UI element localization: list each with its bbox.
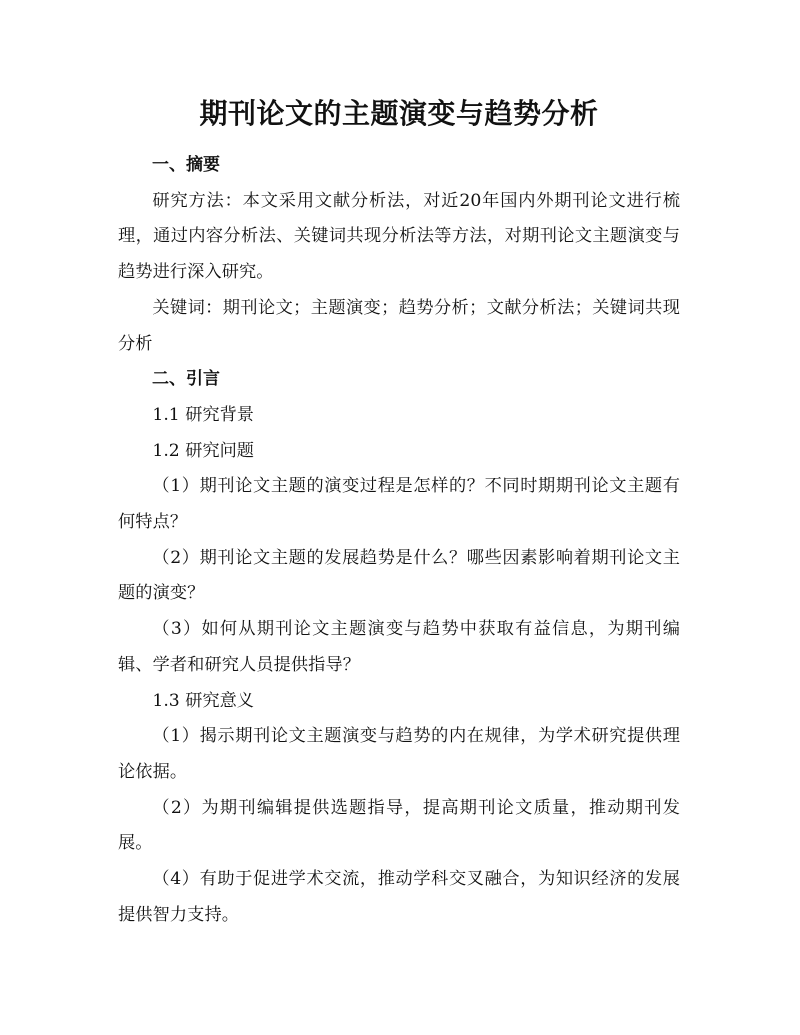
paragraph-keywords: 关键词：期刊论文；主题演变；趋势分析；文献分析法；关键词共现分析 xyxy=(118,297,680,354)
significance-item-1: （1）揭示期刊论文主题演变与趋势的内在规律，为学术研究提供理论依据。 xyxy=(118,726,680,782)
question-item-3: （3）如何从期刊论文主题演变与趋势中获取有益信息，为期刊编辑、学者和研究人员提供指导？ xyxy=(118,619,680,675)
document-title: 期刊论文的主题演变与趋势分析 xyxy=(199,97,599,130)
section-heading-introduction: 二、引言 xyxy=(152,369,220,390)
question-item-1: （1）期刊论文主题的演变过程是怎样的？不同时期期刊论文主题有何特点？ xyxy=(118,476,680,533)
question-item-2: （2）期刊论文主题的发展趋势是什么？哪些因素影响着期刊论文主题的演变？ xyxy=(118,547,680,604)
subheading-questions: 1.2 研究问题 xyxy=(152,440,254,461)
paragraph-method: 研究方法：本文采用文献分析法，对近20年国内外期刊论文进行梳理，通过内容分析法、关键词共现分析法等方法，对期刊论文主题演变与趋势进行深入研究。 xyxy=(118,190,680,283)
section-heading-abstract: 一、摘要 xyxy=(152,155,220,175)
document-page xyxy=(118,92,680,933)
subheading-background: 1.1 研究背景 xyxy=(152,404,254,425)
significance-item-2: （2）为期刊编辑提供选题指导，提高期刊论文质量，推动期刊发展。 xyxy=(118,797,680,854)
subheading-significance: 1.3 研究意义 xyxy=(152,690,254,711)
significance-item-4: （4）有助于促进学术交流，推动学科交叉融合，为知识经济的发展提供智力支持。 xyxy=(118,869,680,925)
